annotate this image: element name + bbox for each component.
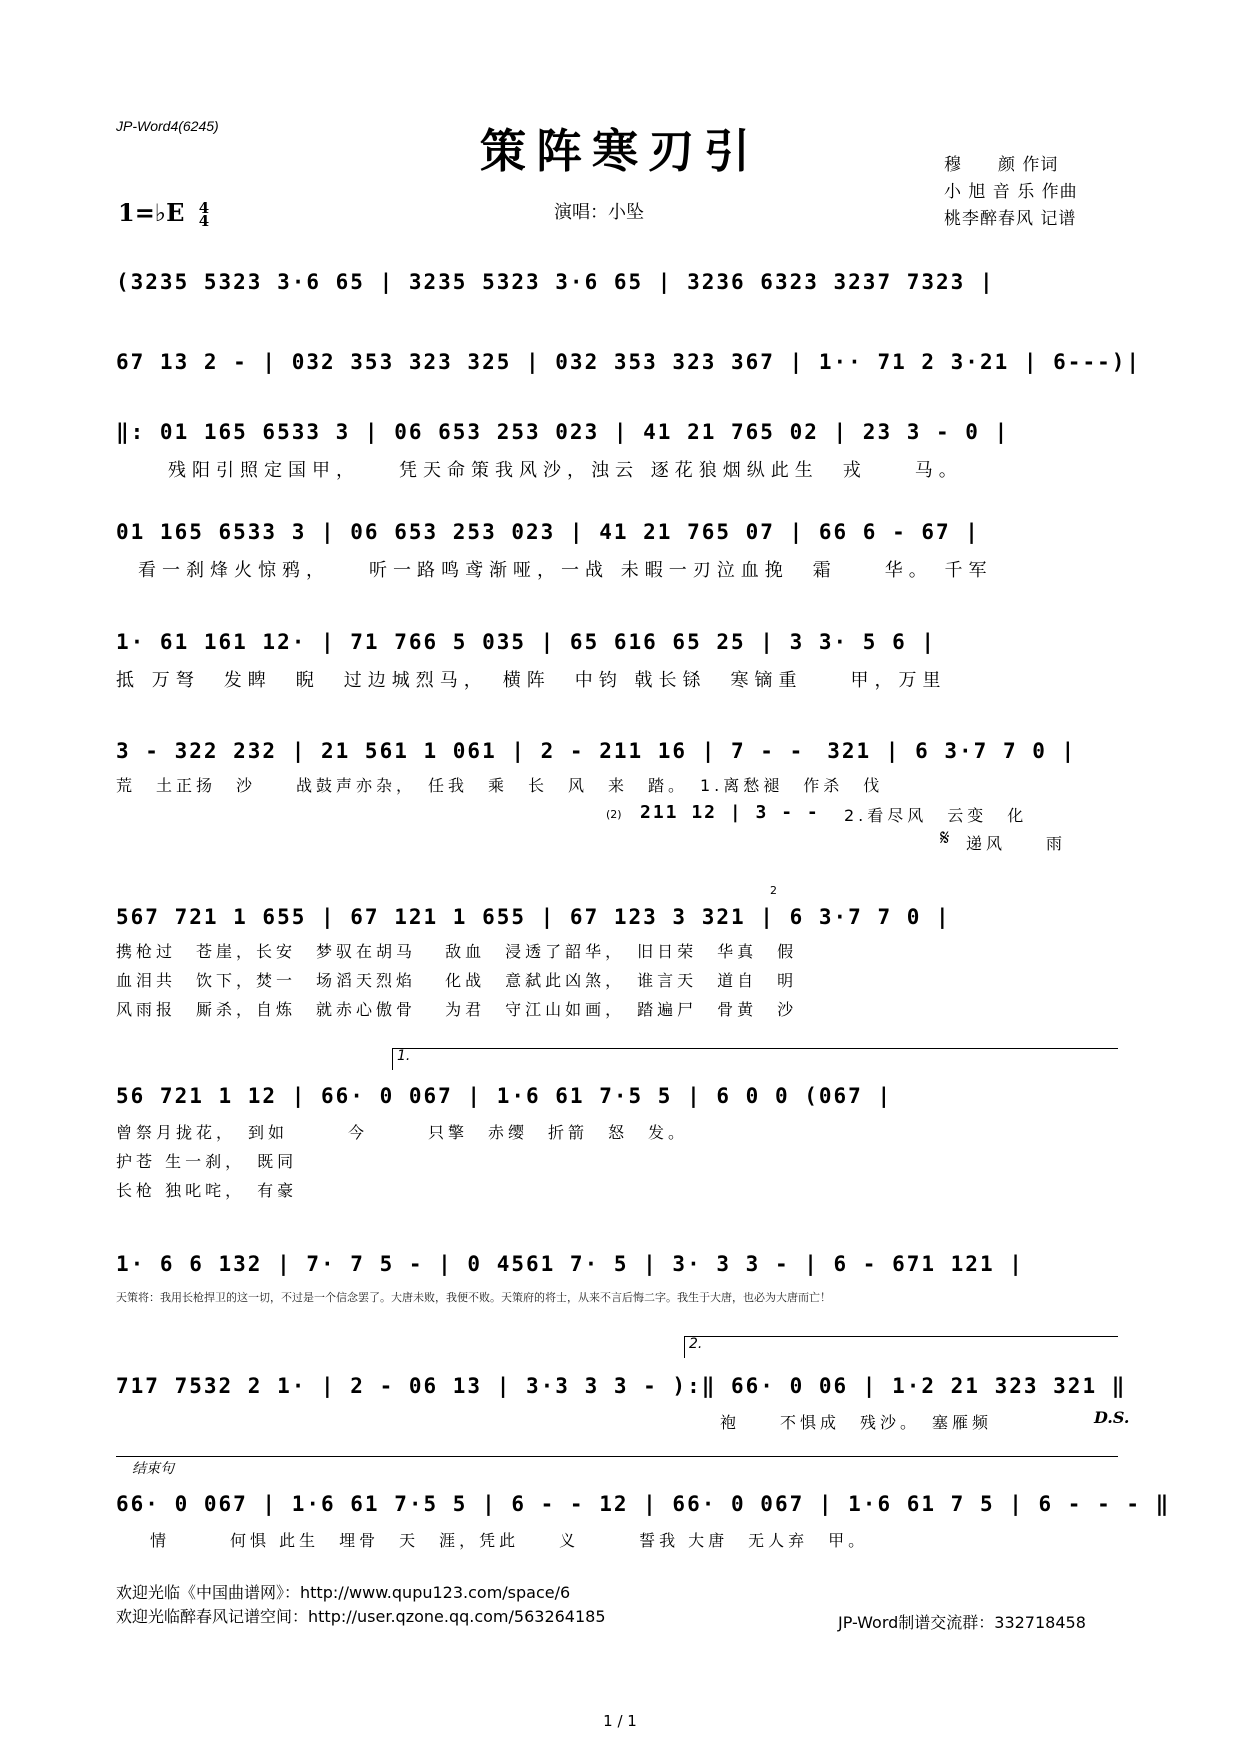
meter-top: 4 <box>198 198 210 217</box>
segno-sign: 𝄋 <box>940 826 950 851</box>
coda-label: 结束句 <box>132 1461 174 1477</box>
lyric-line-8b: 护苍 生一刹， 既同 <box>116 1152 298 1171</box>
notation-line-7: 567 721 1 655 | 67 121 1 655 | 67 123 3 321 | 6 3·7 7 0 | <box>116 905 951 929</box>
qq-group: JP-Word制谱交流群：332718458 <box>838 1613 1086 1632</box>
meter-bottom: 4 <box>198 211 210 230</box>
lyric-line-7c: 风雨报 厮杀，自炼 就赤心傲骨 为君 守江山如画， 踏遍尸 骨黄 沙 <box>116 1000 798 1019</box>
lyric-line-6a: 荒 土正扬 沙 战鼓声亦杂， 任我 乘 长 风 来 踏。 1.离愁褪 作杀 伐 <box>116 776 884 795</box>
lyric-line-4: 看一刹烽火惊鸦， 听一路鸣鸢渐哑，一战 未暇一刃泣血挽 霜 华。 千军 <box>138 560 993 581</box>
song-title: 策阵寒刃引 <box>480 124 760 178</box>
lyric-line-8a: 曾祭月拢花， 到如 今 只擎 赤缨 折箭 怒 发。 <box>116 1123 689 1142</box>
notation-line-8: 56 721 1 12 | 66· 0 067 | 1·6 61 7·5 5 | 6 0 0 (067 | <box>116 1084 893 1108</box>
notation-line-3: ‖: 01 165 6533 3 | 06 653 253 023 | 41 21 765 02 | 23 3 - 0 | <box>116 420 1010 444</box>
key-label: 1=♭E <box>118 198 185 227</box>
notation-line-5: 1· 61 161 12· | 71 766 5 035 | 65 616 65 25 | 3 3· 5 6 | <box>116 630 937 654</box>
lyric-line-6b: 2.看尽风 云变 化 <box>844 806 1028 825</box>
key-signature <box>118 198 209 228</box>
singer-credit: 演唱：小坠 <box>554 202 644 223</box>
lyric-line-7b: 血泪共 饮下，焚一 场滔天烈焰 化战 意弑此凶煞， 谁言天 道自 明 <box>116 971 798 990</box>
lyric-line-8c: 长枪 独叱咤， 有豪 <box>116 1181 298 1200</box>
notation-line-9: 1· 6 6 132 | 7· 7 5 - | 0 4561 7· 5 | 3· 3 3 - | 6 - 671 121 | <box>116 1252 1024 1276</box>
lyricist-credit: 穆 颜 作词 <box>944 155 1059 175</box>
footer-link-2: 欢迎光临醉春风记谱空间：http://user.qzone.qq.com/563264185 <box>116 1607 606 1626</box>
alt-ending-label: (2) <box>606 808 622 821</box>
notation-line-11: 66· 0 067 | 1·6 61 7·5 5 | 6 - - 12 | 66· 0 067 | 1·6 61 7 5 | 6 - - - ‖ <box>116 1492 1171 1516</box>
volta-1-label: 1. <box>392 1048 410 1070</box>
lyric-line-5: 抵 万弩 发睥 睨 过边城烈马， 横阵 中钧 戟长铩 寒镝重 甲，万里 <box>116 670 947 691</box>
time-signature <box>198 198 210 230</box>
volta-2-label: 2. <box>684 1336 702 1358</box>
lyric-line-11: 情 何惧 此生 埋骨 天 涯，凭此 义 誓我 大唐 无人弃 甲。 <box>150 1531 869 1550</box>
alt-ending-notes: 211 12 | 3 - - <box>640 802 820 823</box>
volta-1-bracket <box>392 1048 1118 1049</box>
lyric-line-7a: 携枪过 苍崖，长安 梦驭在胡马 敌血 浸透了韶华， 旧日荣 华真 假 <box>116 942 798 961</box>
page-number: 1 / 1 <box>603 1712 637 1730</box>
notation-line-1: (3235 5323 3·6 65 | 3235 5323 3·6 65 | 3236 6323 3237 7323 | <box>116 270 995 294</box>
notation-line-10: 717 7532 2 1· | 2 - 06 13 | 3·3 3 3 - ):‖ 66· 0 06 | 1·2 21 323 321 ‖ <box>116 1374 1127 1398</box>
dal-segno-mark: D.S. <box>1094 1408 1130 1427</box>
grace-note: 2 <box>770 884 777 897</box>
composer-credit: 小 旭 音 乐 作曲 <box>944 182 1078 202</box>
lyric-line-10: 袍 不惧成 残沙。 塞雁频 <box>720 1413 993 1432</box>
dialog-text: 天策将：我用长枪捍卫的这一切，不过是一个信念罢了。大唐未败，我便不败。天策府的将士，从来不言后悔二字。我生于大唐，也必为大唐而亡！ <box>116 1291 831 1304</box>
notation-line-4: 01 165 6533 3 | 06 653 253 023 | 41 21 765 07 | 66 6 - 67 | <box>116 520 980 544</box>
footer-link-1: 欢迎光临《中国曲谱网》：http://www.qupu123.com/space/6 <box>116 1583 571 1602</box>
lyric-line-3: 残阳引照定国甲， 凭天命策我风沙，浊云 逐花狼烟纵此生 戎 马。 <box>168 460 963 481</box>
volta-2-bracket <box>684 1336 1118 1337</box>
lyric-line-6c: 递风 雨 <box>966 834 1067 853</box>
notation-line-2: 67 13 2 - | 032 353 323 325 | 032 353 323 367 | 1·· 71 2 3·21 | 6---)| <box>116 350 1142 374</box>
software-version: JP-Word4(6245) <box>116 118 219 134</box>
transcriber-credit: 桃李醉春风 记谱 <box>944 209 1077 229</box>
notation-line-6: 3 - 322 232 | 21 561 1 061 | 2 - 211 16 | 7 - - 321 | 6 3·7 7 0 | <box>116 739 1077 763</box>
coda-bracket <box>116 1456 1118 1457</box>
